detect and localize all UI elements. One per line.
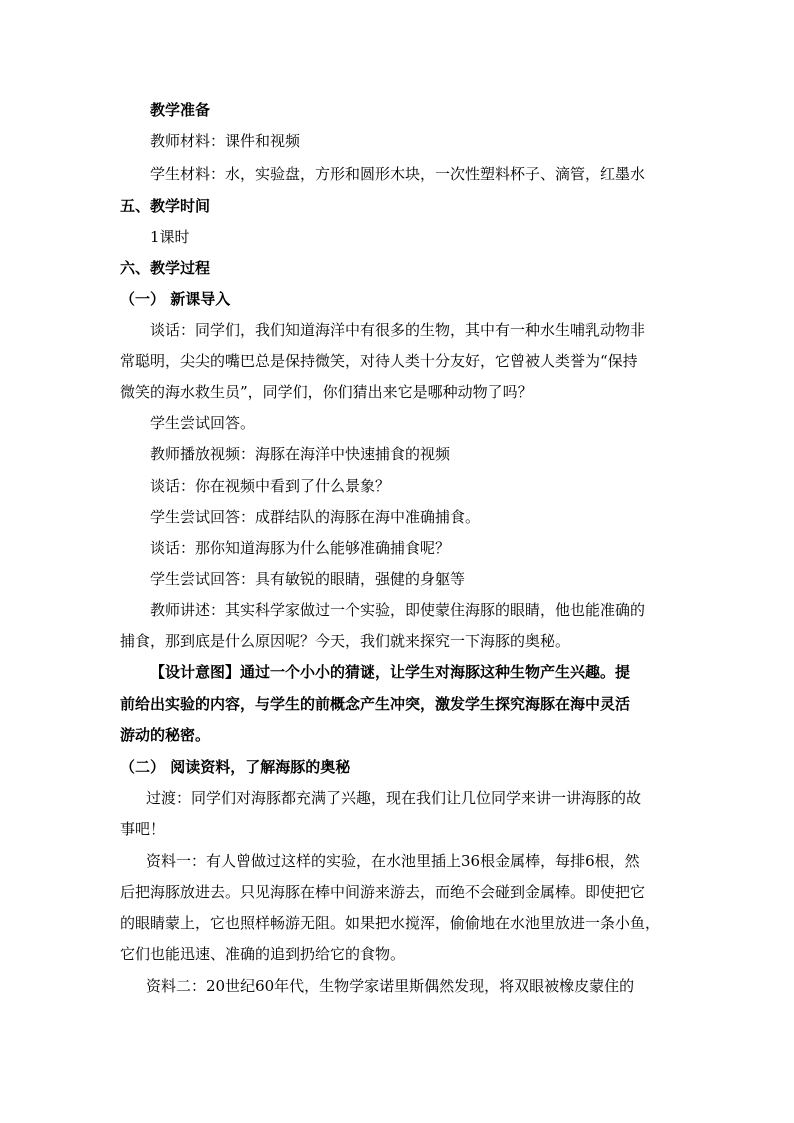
heading-section-five: 五、教学时间 [120,197,211,215]
heading-section-six: 六、教学过程 [120,259,211,277]
paragraph-lesson-time: 1课时 [150,228,190,246]
paragraph-line: 资料二：20世纪60年代，生物学家诺里斯偶然发现，将双眼被橡皮蒙住的 [146,977,635,995]
paragraph-line: 过渡：同学们对海豚都充满了兴趣，现在我们让几位同学来讲一讲海豚的故 [146,789,642,807]
paragraph-line: 谈话：同学们，我们知道海洋中有很多的生物，其中有一种水生哺乳动物非 [150,321,646,339]
design-intent-line: 游动的秘密。 [120,726,211,744]
paragraph-line: 事吧！ [120,820,166,838]
paragraph-line: 谈话：那你知道海豚为什么能够准确捕食呢？ [150,539,451,557]
paragraph-line: 常聪明，尖尖的嘴巴总是保持微笑，对待人类十分友好，它曾被人类誉为“保持 [120,352,638,370]
design-intent-line: 【设计意图】通过一个小小的猜谜，让学生对海豚这种生物产生兴趣。提 [150,663,631,681]
paragraph-line: 捕食，那到底是什么原因呢？今天，我们就来探究一下海豚的奥秘。 [120,632,571,650]
paragraph-line: 学生尝试回答。 [150,414,256,432]
paragraph-line: 谈话：你在视频中看到了什么景象？ [150,477,391,495]
design-intent-line: 前给出实验的内容，与学生的前概念产生冲突，激发学生探究海豚在海中灵活 [120,695,631,713]
paragraph-teacher-materials: 教师材料：课件和视频 [150,132,301,150]
paragraph-line: 资料一：有人曾做过这样的实验，在水池里插上36根金属棒，每排6根，然 [146,852,640,870]
subheading-part-one: （一） 新课导入 [120,290,231,308]
paragraph-student-materials: 学生材料：水，实验盘，方形和圆形木块，一次性塑料杯子、滴管，红墨水 [150,165,646,183]
subheading-part-two: （二） 阅读资料，了解海豚的奥秘 [120,758,351,776]
paragraph-line: 教师播放视频：海豚在海洋中快速捕食的视频 [150,445,451,463]
paragraph-line: 学生尝试回答：具有敏锐的眼睛，强健的身躯等 [150,570,466,588]
paragraph-line: 教师讲述：其实科学家做过一个实验，即使蒙住海豚的眼睛，他也能准确的 [150,601,646,619]
paragraph-line: 的眼睛蒙上，它也照样畅游无阻。如果把水搅浑，偷偷地在水池里放进一条小鱼， [120,914,661,932]
paragraph-line: 后把海豚放进去。只见海豚在棒中间游来游去，而绝不会碰到金属棒。即使把它 [120,883,646,901]
paragraph-line: 微笑的海水救生员”，同学们，你们猜出来它是哪种动物了吗？ [120,383,533,401]
heading-teaching-preparation: 教学准备 [150,101,211,119]
paragraph-line: 学生尝试回答：成群结队的海豚在海中准确捕食。 [150,508,481,526]
paragraph-line: 它们也能迅速、准确的追到扔给它的食物。 [120,945,406,963]
